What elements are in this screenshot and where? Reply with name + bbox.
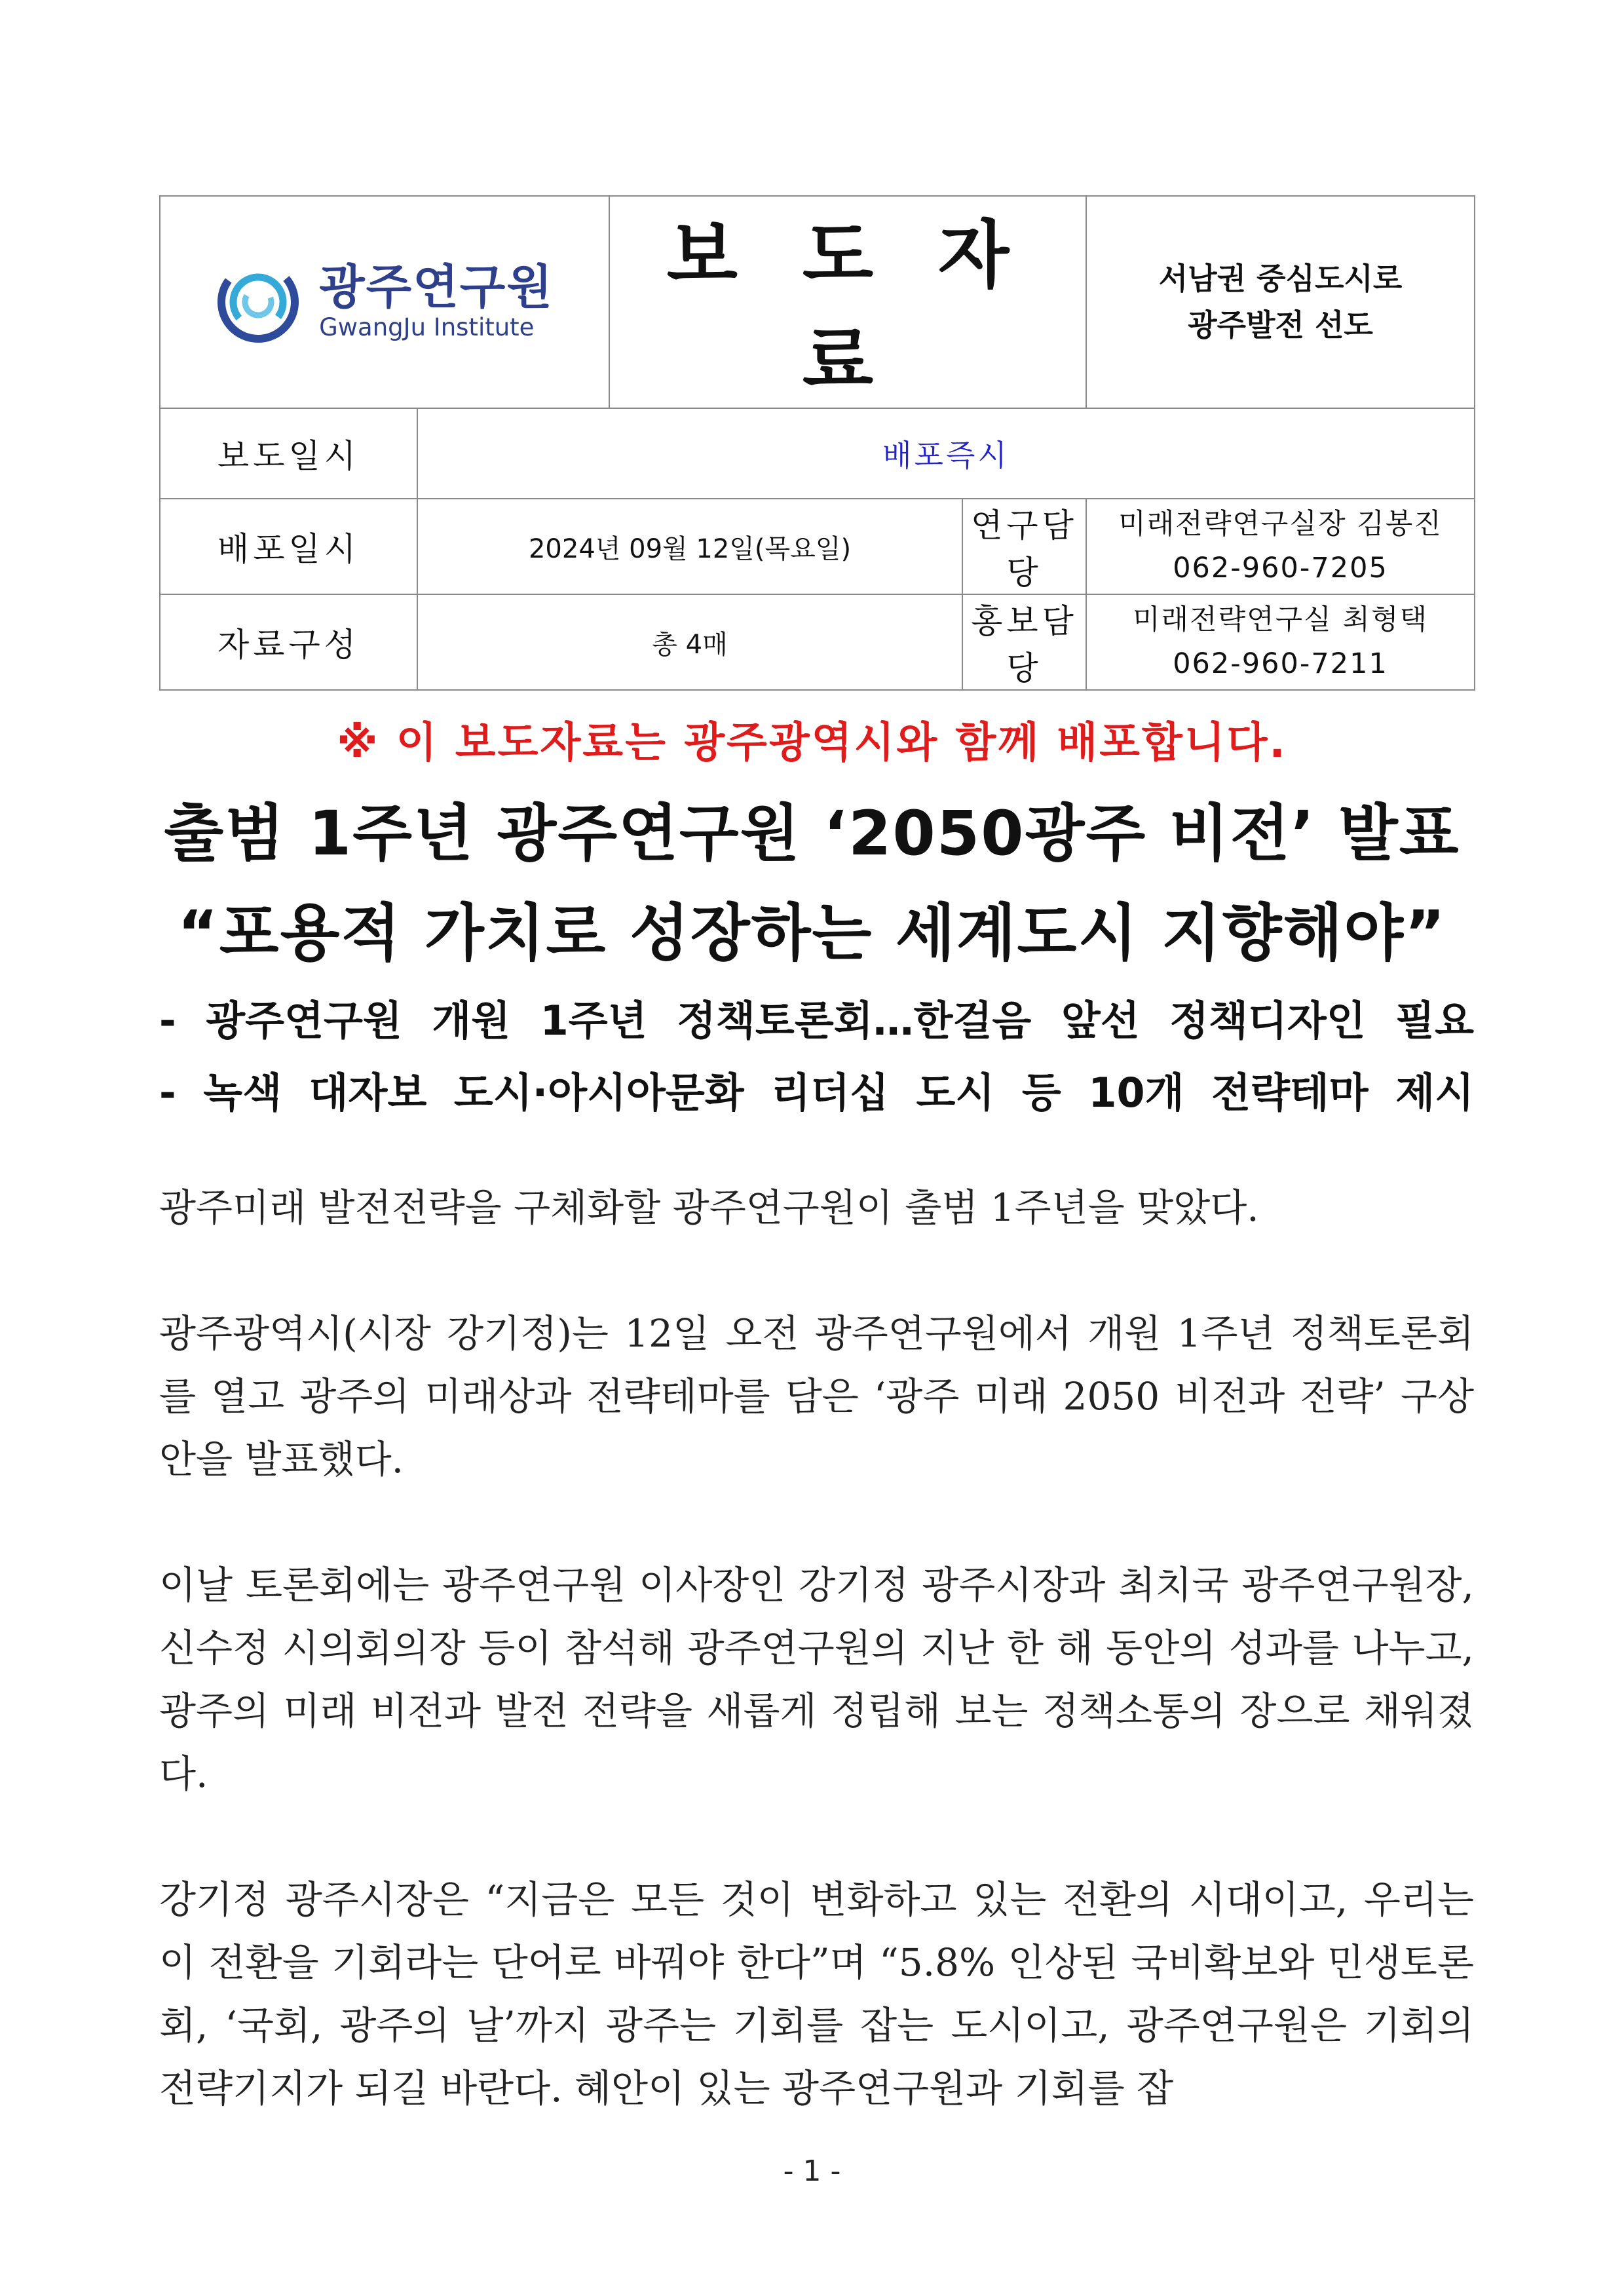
paragraph: 강기정 광주시장은 “지금은 모든 것이 변화하고 있는 전환의 시대이고, 우리는 이 전환을 기회라는 단어로 바꿔야 한다”며 “5.8% 인상된 국비확보와 민생토론회, ‘국회, 광주의 날’까지 광주는 기회를 잡는 도시이고, 광주연구원은 기회의 전략기지가 되길 바란다. 혜안이 있는 광주연구원과 기회를 잡 [159,1877,1474,2111]
logo-korean-name: 광주연구원 [319,259,554,315]
slogan-line-1: 서남권 중심도시로 [1158,260,1403,296]
logo-cell [160,196,609,408]
article-body [159,1176,1474,2183]
composition-label: 자료구성 [160,594,417,690]
release-date-label: 보도일시 [160,408,417,499]
distribution-date-label: 배포일시 [160,499,417,594]
paragraph: 이날 토론회에는 광주연구원 이사장인 강기정 광주시장과 최치국 광주연구원장, 신수정 시의회의장 등이 참석해 광주연구원의 지난 한 해 동안의 성과를 나누고, 광주의 미래 비전과 발전 전략을 새롭게 정립해 보는 정책소통의 장으로 채워졌다. [159,1563,1474,1796]
composition-value: 총 4매 [417,594,962,690]
headline-1: 출범 1주년 광주연구원 ‘2050광주 비전’ 발표 [164,798,1460,870]
research-contact-phone: 062-960-7205 [1173,552,1388,584]
paragraph: 광주광역시(시장 강기정)는 12일 오전 광주연구원에서 개원 1주년 정책토론회를 열고 광주의 미래상과 전략테마를 담은 ‘광주 미래 2050 비전과 전략’ 구상안을 발표했다. [159,1311,1474,1482]
research-contact-name: 미래전략연구실장 김봉진 [1118,508,1443,541]
gwangju-institute-swirl-logo-icon [216,259,301,345]
joint-distribution-notice: ※ 이 보도자료는 광주광역시와 함께 배포합니다. [337,719,1287,767]
pr-contact-name: 미래전략연구실 최형택 [1132,603,1429,637]
pr-contact [1086,594,1475,690]
distribution-date-value: 2024년 09월 12일(목요일) [417,499,962,594]
press-release-header-table [159,195,1475,691]
document-title: 보 도 자 료 [609,196,1086,408]
headline-2: “포용적 가치로 성장하는 세계도시 지향해야” [178,898,1446,969]
pr-contact-label: 홍보담당 [962,594,1086,690]
logo-english-name: GwangJu Institute [319,313,535,342]
research-contact [1086,499,1475,594]
subheadline-2: - 녹색 대자보 도시·아시아문화 리더십 도시 등 10개 전략테마 제시 [159,1069,1474,1117]
slogan-line-2: 광주발전 선도 [1188,307,1373,343]
slogan [1086,196,1475,408]
research-contact-label: 연구담당 [962,499,1086,594]
subheadline-1: - 광주연구원 개원 1주년 정책토론회…한걸음 앞선 정책디자인 필요 [159,997,1474,1044]
paragraph: 광주미래 발전전략을 구체화할 광주연구원이 출범 1주년을 맞았다. [159,1185,1259,1230]
page-number: - 1 - [783,2154,841,2188]
pr-contact-phone: 062-960-7211 [1173,647,1388,680]
release-date-value: 배포즉시 [417,408,1475,499]
